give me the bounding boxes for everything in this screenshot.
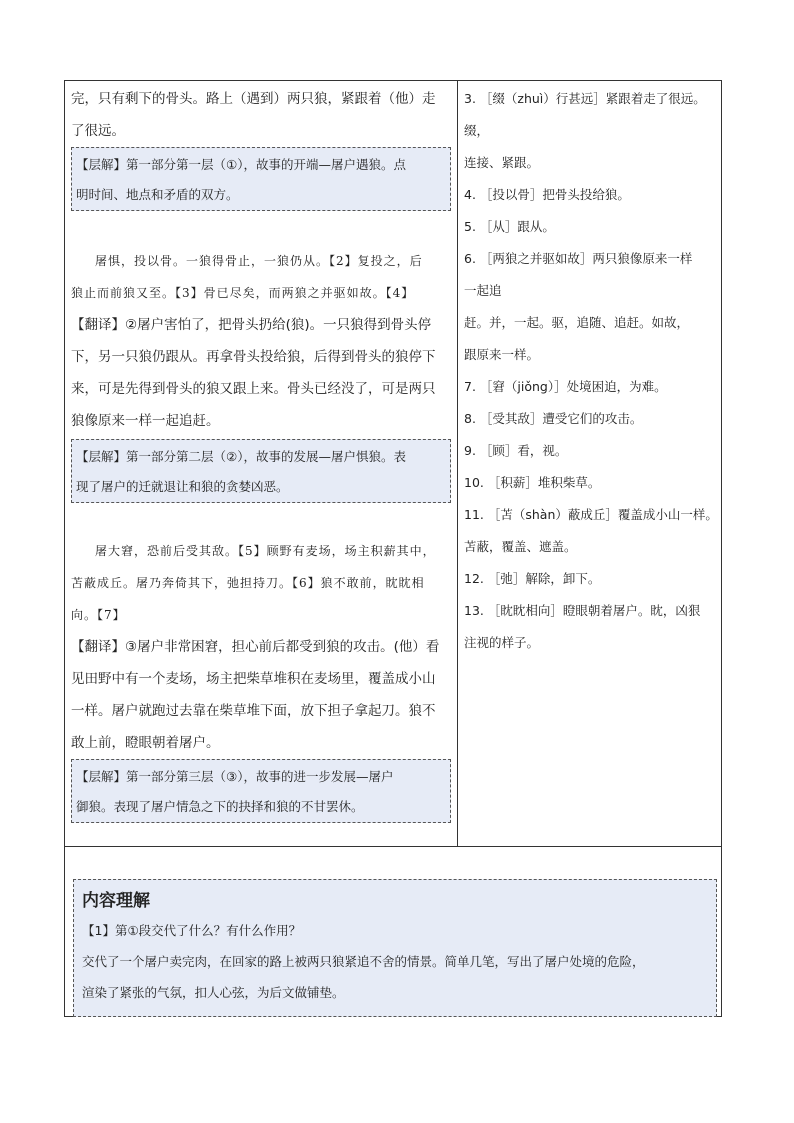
annotation-line: 注视的样子。: [464, 635, 540, 650]
annotation-line: 5. ［从］跟从。: [464, 219, 555, 234]
right-column: [458, 81, 721, 846]
annotation-line: 8. ［受其敌］遭受它们的攻击。: [464, 411, 643, 426]
annotation-line: 连接、紧跟。: [464, 155, 540, 170]
page-frame: [64, 80, 722, 1017]
layer-note-line: 御狼。表现了屠户情急之下的抉择和狼的不甘罢休。: [76, 799, 364, 814]
translation-line: 下，另一只狼仍跟从。再拿骨头投给狼，后得到骨头的狼停下: [71, 349, 436, 365]
annotation-line: 赶。并，一起。驱，追随、追赶。如故，: [464, 315, 690, 330]
question-text: 【1】第①段交代了什么？有什么作用？: [82, 923, 302, 938]
original-text-line: 向。【7】: [71, 608, 126, 622]
annotation-line: 10. ［积薪］堆积柴草。: [464, 475, 601, 490]
original-text-line: 屠大窘，恐前后受其敌。【5】顾野有麦场，场主积薪其中，: [95, 544, 436, 558]
annotation-line: 苫蔽，覆盖、遮盖。: [464, 539, 577, 554]
content-row: [65, 81, 721, 847]
annotation-line: 缀，: [464, 123, 490, 138]
layer-note-box: [71, 439, 451, 503]
translation-line: 【翻译】②屠户害怕了，把骨头扔给(狼)。一只狼得到骨头停: [71, 317, 432, 333]
layer-note-line: 现了屠户的迁就退让和狼的贪婪凶恶。: [76, 479, 289, 494]
annotation-line: 12. ［弛］解除，卸下。: [464, 571, 601, 586]
layer-note-line: 【层解】第一部分第一层（①），故事的开端—屠户遇狼。点: [76, 157, 406, 172]
layer-note-line: 【层解】第一部分第二层（②），故事的发展—屠户惧狼。表: [76, 449, 406, 464]
annotation-line: 7. ［窘（jiǒng）］处境困迫，为难。: [464, 379, 667, 394]
layer-note-line: 【层解】第一部分第三层（③），故事的进一步发展—屠户: [76, 769, 394, 784]
answer-line: 交代了一个屠户卖完肉，在回家的路上被两只狼紧追不舍的情景。简单几笔，写出了屠户处境的危险，: [82, 954, 645, 969]
annotation-line: 9. ［顾］看，视。: [464, 443, 568, 458]
translation-line: 狼像原来一样一起追赶。: [71, 413, 220, 429]
layer-note-box: [71, 147, 451, 211]
translation-line: 敢上前，瞪眼朝着屠户。: [71, 735, 220, 751]
translation-line: 完，只有剩下的骨头。路上（遇到）两只狼，紧跟着（他）走: [71, 91, 436, 107]
translation-line: 了很远。: [71, 123, 125, 139]
original-text-line: 狼止而前狼又至。【3】骨已尽矣，而两狼之并驱如故。【4】: [71, 286, 415, 300]
translation-line: 来，可是先得到骨头的狼又跟上来。骨头已经没了，可是两只: [71, 381, 436, 397]
original-text-line: 屠惧，投以骨。一狼得骨止，一狼仍从。【2】复投之，后: [95, 254, 423, 268]
section-title: 内容理解: [82, 891, 150, 911]
annotation-line: 3. ［缀（zhuì）行甚远］紧跟着走了很远。: [464, 91, 706, 106]
translation-line: 【翻译】③屠户非常困窘，担心前后都受到狼的攻击。(他）看: [71, 639, 440, 655]
annotation-line: 11. ［苫（shàn）蔽成丘］覆盖成小山一样。: [464, 507, 718, 522]
layer-note-box: [71, 759, 451, 823]
annotation-line: 13. ［眈眈相向］瞪眼朝着屠户。眈，凶狠: [464, 603, 701, 618]
translation-line: 一样。屠户就跑过去靠在柴草堆下面，放下担子拿起刀。狼不: [71, 703, 436, 719]
left-column: [65, 81, 458, 846]
translation-line: 见田野中有一个麦场，场主把柴草堆积在麦场里，覆盖成小山: [71, 671, 436, 687]
layer-note-line: 明时间、地点和矛盾的双方。: [76, 187, 239, 202]
answer-line: 渲染了紧张的气氛，扣人心弦，为后文做铺垫。: [82, 985, 345, 1000]
content-understanding-box: [73, 879, 717, 1017]
original-text-line: 苫蔽成丘。屠乃奔倚其下，弛担持刀。【6】狼不敢前，眈眈相: [71, 576, 425, 590]
annotation-line: 4. ［投以骨］把骨头投给狼。: [464, 187, 630, 202]
annotation-line: 跟原来一样。: [464, 347, 540, 362]
annotation-line: 6. ［两狼之并驱如故］两只狼像原来一样: [464, 251, 693, 266]
annotation-line: 一起追: [464, 283, 502, 298]
